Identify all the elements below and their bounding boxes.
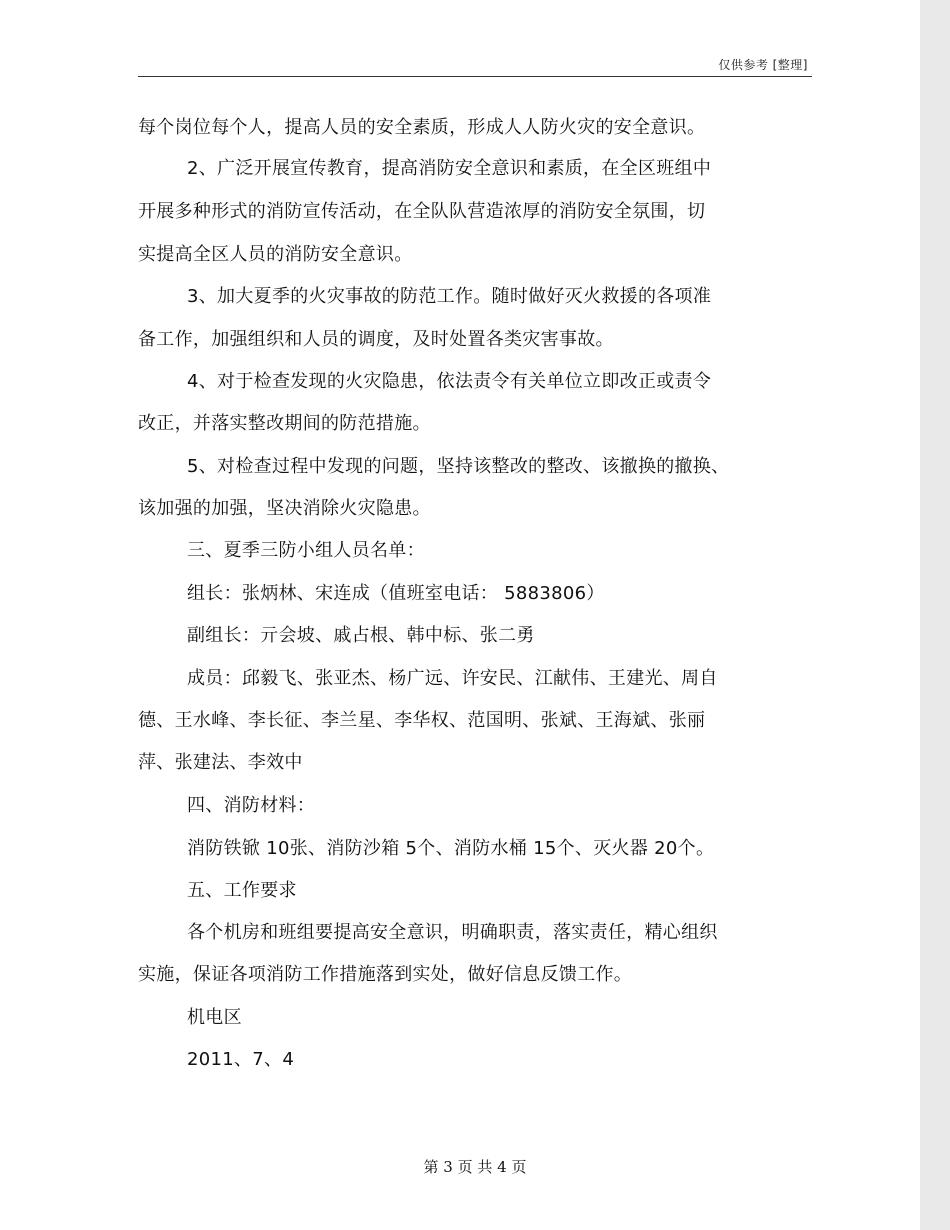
paragraph-line: 改正，并落实整改期间的防范措施。 — [138, 413, 431, 434]
paragraph-line: 实提高全区人员的消防安全意识。 — [138, 244, 413, 265]
paragraph-line: 组长：张炳林、宋连成（值班室电话： 5883806） — [187, 583, 605, 604]
paragraph-line: 萍、张建法、李效中 — [138, 752, 303, 773]
paragraph-line: 2、广泛开展宣传教育，提高消防安全意识和素质，在全区班组中 — [187, 158, 712, 179]
page-number: 第 3 页 共 4 页 — [423, 1158, 527, 1176]
paragraph-line: 3、加大夏季的火灾事故的防范工作。随时做好灭火救援的各项准 — [187, 286, 712, 307]
header-note: 仅供参考 [整理] — [718, 58, 808, 72]
paragraph-line: 消防铁锨 10张、消防沙箱 5个、消防水桶 15个、灭火器 20个。 — [187, 838, 715, 859]
section-heading: 四、消防材料： — [187, 795, 316, 816]
paragraph-line: 各个机房和班组要提高安全意识，明确职责，落实责任，精心组织 — [187, 922, 718, 943]
paragraph-line: 备工作，加强组织和人员的调度，及时处置各类灾害事故。 — [138, 329, 614, 350]
paragraph-line: 4、对于检查发现的火灾隐患，依法责令有关单位立即改正或责令 — [187, 371, 712, 392]
paragraph-line: 德、王水峰、李长征、李兰星、李华权、范国明、张斌、王海斌、张丽 — [138, 710, 706, 731]
paragraph-line: 成员：邱毅飞、张亚杰、杨广远、许安民、江献伟、王建光、周自 — [187, 668, 718, 689]
section-heading: 五、工作要求 — [187, 880, 297, 901]
paragraph-line: 每个岗位每个人，提高人员的安全素质，形成人人防火灾的安全意识。 — [138, 117, 706, 138]
signature-unit: 机电区 — [187, 1007, 242, 1028]
paragraph-line: 副组长：亓会坡、戚占根、韩中标、张二勇 — [187, 625, 535, 646]
paragraph-line: 开展多种形式的消防宣传活动，在全队队营造浓厚的消防安全氛围，切 — [138, 201, 706, 222]
header-divider — [138, 76, 812, 77]
signature-date: 2011、7、4 — [187, 1049, 295, 1070]
paragraph-line: 实施，保证各项消防工作措施落到实处，做好信息反馈工作。 — [138, 964, 633, 985]
paragraph-line: 该加强的加强，坚决消除火灾隐患。 — [138, 498, 431, 519]
section-heading: 三、夏季三防小组人员名单： — [187, 540, 425, 561]
paragraph-line: 5、对检查过程中发现的问题，坚持该整改的整改、该撤换的撤换、 — [187, 456, 730, 477]
